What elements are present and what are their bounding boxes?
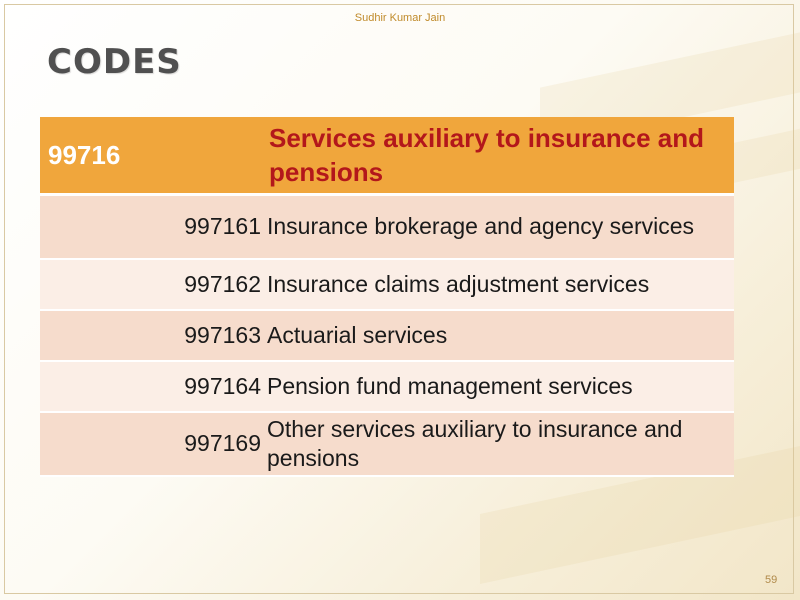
row-code: 997161 xyxy=(40,195,265,259)
row-code: 997164 xyxy=(40,361,265,412)
row-description: Actuarial services xyxy=(265,310,734,361)
header-description: Services auxiliary to insurance and pensions xyxy=(265,117,734,195)
row-code: 997169 xyxy=(40,412,265,476)
row-description: Other services auxiliary to insurance and pensions xyxy=(265,412,734,476)
codes-table xyxy=(40,117,734,477)
row-description: Pension fund management services xyxy=(265,361,734,412)
row-description: Insurance brokerage and agency services xyxy=(265,195,734,259)
table-row xyxy=(40,259,734,310)
slide-title: CODES xyxy=(47,42,182,82)
table-row xyxy=(40,361,734,412)
row-description: Insurance claims adjustment services xyxy=(265,259,734,310)
header-code: 99716 xyxy=(40,117,265,195)
table-header-row xyxy=(40,117,734,195)
table-row xyxy=(40,310,734,361)
author-name: Sudhir Kumar Jain xyxy=(354,12,446,24)
table-row xyxy=(40,412,734,476)
row-code: 997163 xyxy=(40,310,265,361)
table-row xyxy=(40,195,734,259)
row-code: 997162 xyxy=(40,259,265,310)
page-number: 59 xyxy=(765,574,778,586)
